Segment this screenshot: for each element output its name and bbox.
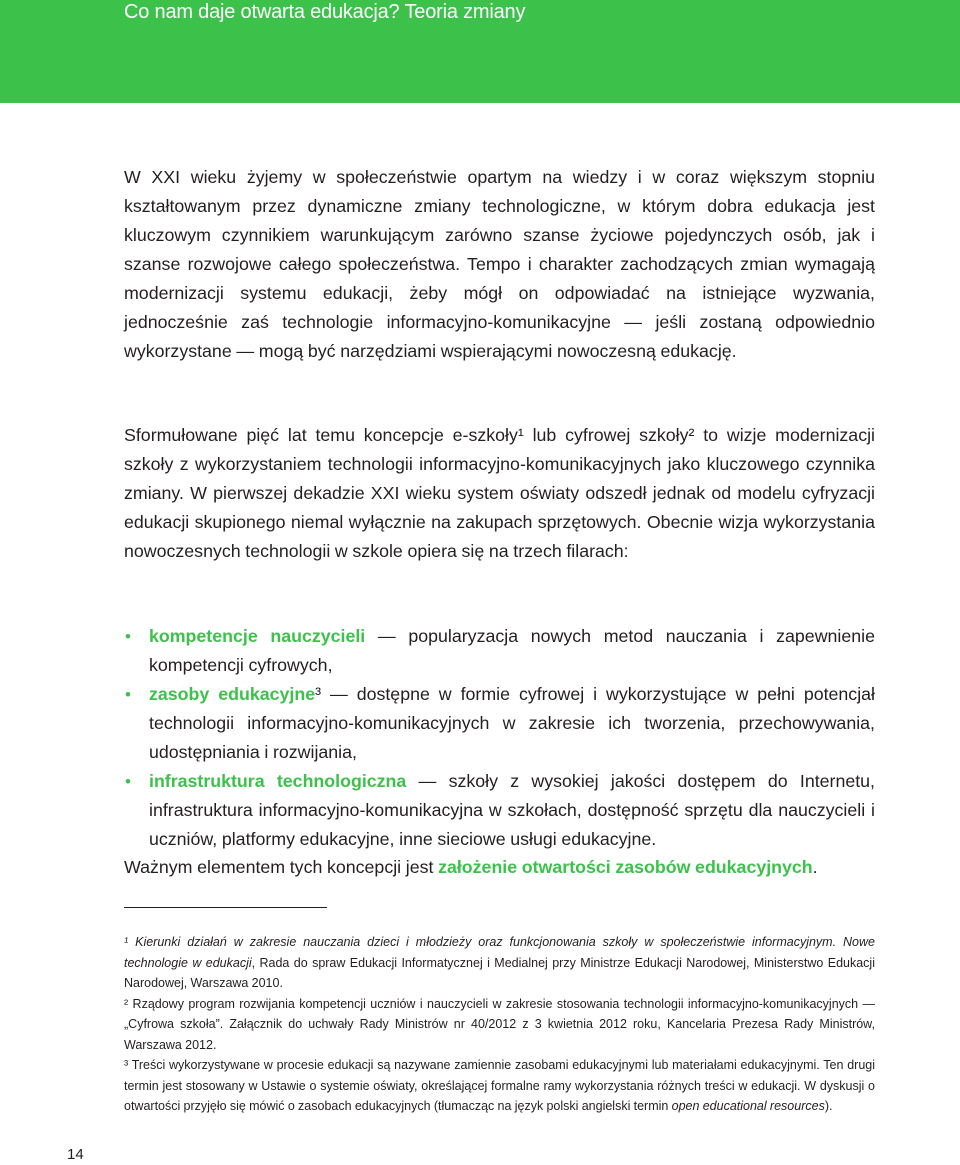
footnote-2: ² Rządowy program rozwijania kompetencji uczniów i nauczycieli w zakresie stosowania technologii informacyjno-komunikacyjnych — „Cyfrowa szkoła”. Załącznik do uchwały Rady Ministrów nr 40/2012 z 3 kwietnia 2012 roku, Kancelaria Prezesa Rady Ministrów, Warszawa 2012. [124, 996, 875, 1052]
list-item-text: — szkoły z wysokiej jakości dostępem do Internetu, infrastruktura informacyjno-komunikacyjna w szkołach, dostępność sprzętu dla nauczycieli i uczniów, platformy edukacyjne, inne sieciowe usługi edukacyjne. [149, 771, 876, 849]
list-item-educational-resources [124, 680, 875, 767]
footnote-3 [124, 1055, 875, 1117]
term-highlight: kompetencje nauczycieli [149, 626, 366, 646]
closing-period: . [812, 857, 818, 877]
list-item-text: — popularyzacja nowych metod nauczania i zapewnienie kompetencji cyfrowych, [149, 626, 875, 675]
page-number: 14 [67, 1146, 84, 1163]
pillars-list [124, 622, 875, 854]
bullet-icon: • [125, 772, 131, 791]
closing-text: Ważnym elementem tych koncepcji jest [124, 857, 439, 877]
footnote-1-title: ¹ Kierunki działań w zakresie nauczania dzieci i młodzieży oraz funkcjonowania szkoły w społeczeństwie informacyjnym. [124, 935, 837, 949]
footnote-1-text: , Rada do spraw Edukacji Informatycznej i Medialnej przy Ministrze Edukacji Narodowej, Ministerstwo Edukacji Narodowej, Warszawa 2010. [124, 955, 875, 990]
list-item-teacher-competences [124, 622, 875, 680]
bullet-icon: • [125, 627, 131, 646]
footnotes [124, 932, 875, 1117]
closing-highlight: założenie otwartości zasobów edukacyjnych [438, 857, 813, 877]
paragraph-closing [124, 853, 875, 882]
footnote-3-text: ³ Treści wykorzystywane w procesie edukacji są nazywane zamiennie zasobami edukacyjnymi lub materiałami edukacyjnymi. Ten drugi termin jest stosowany w Ustawie o systemie oświaty, określającej formalne ramy wykorzystania różnych treści w edukacji. W dyskusji o otwartości przyjęło się mówić o zasobach edukacyjnych (tłumacząc na język polski angielski termin [124, 1058, 875, 1113]
footnote-1 [124, 932, 875, 994]
list-item-text: ³ — dostępne w formie cyfrowej i wykorzystujące w pełni potencjał technologii informacyjno-komunikacyjnych w zakresie ich tworzenia, przechowywania, udostępniania i rozwijania, [149, 684, 875, 762]
chapter-title: Co nam daje otwarta edukacja? Teoria zmiany [124, 1, 526, 23]
footnote-divider [124, 907, 327, 908]
footnote-1-italic: Nowe technologie w edukacji [124, 935, 875, 970]
bullet-icon: • [125, 685, 131, 704]
list-item-infrastructure [124, 767, 875, 854]
footnote-3-end: ). [824, 1099, 833, 1113]
term-highlight: zasoby edukacyjne [149, 684, 316, 704]
footnote-3-italic: open educational resources [671, 1099, 825, 1113]
paragraph-concepts: Sformułowane pięć lat temu koncepcje e-szkoły¹ lub cyfrowej szkoły² to wizje modernizacji szkoły z wykorzystaniem technologii informacyjno-komunikacyjnych jako kluczowego czynnika zmiany. W pierwszej dekadzie XXI wieku system oświaty odszedł jednak od modelu cyfryzacji edukacji skupionego niemal wyłącznie na zakupach sprzętowych. Obecnie wizja wykorzystania nowoczesnych technologii w szkole opiera się na trzech filarach: [124, 425, 875, 561]
paragraph-intro: W XXI wieku żyjemy w społeczeństwie opartym na wiedzy i w coraz większym stopniu kształtowanym przez dynamiczne zmiany technologiczne, w którym dobra edukacja jest kluczowym czynnikiem warunkującym zarówno szanse życiowe pojedynczych osób, jak i szanse rozwojowe całego społeczeństwa. Tempo i charakter zachodzących zmian wymagają modernizacji systemu edukacji, żeby mógł on odpowiadać na istniejące wyzwania, jednocześnie zaś technologie informacyjno-komunikacyjne — jeśli zostaną odpowiednio wykorzystane — mogą być narzędziami wspierającymi nowoczesną edukację. [124, 167, 875, 361]
term-highlight: infrastruktura technologiczna [149, 771, 407, 791]
header-banner [0, 0, 960, 103]
